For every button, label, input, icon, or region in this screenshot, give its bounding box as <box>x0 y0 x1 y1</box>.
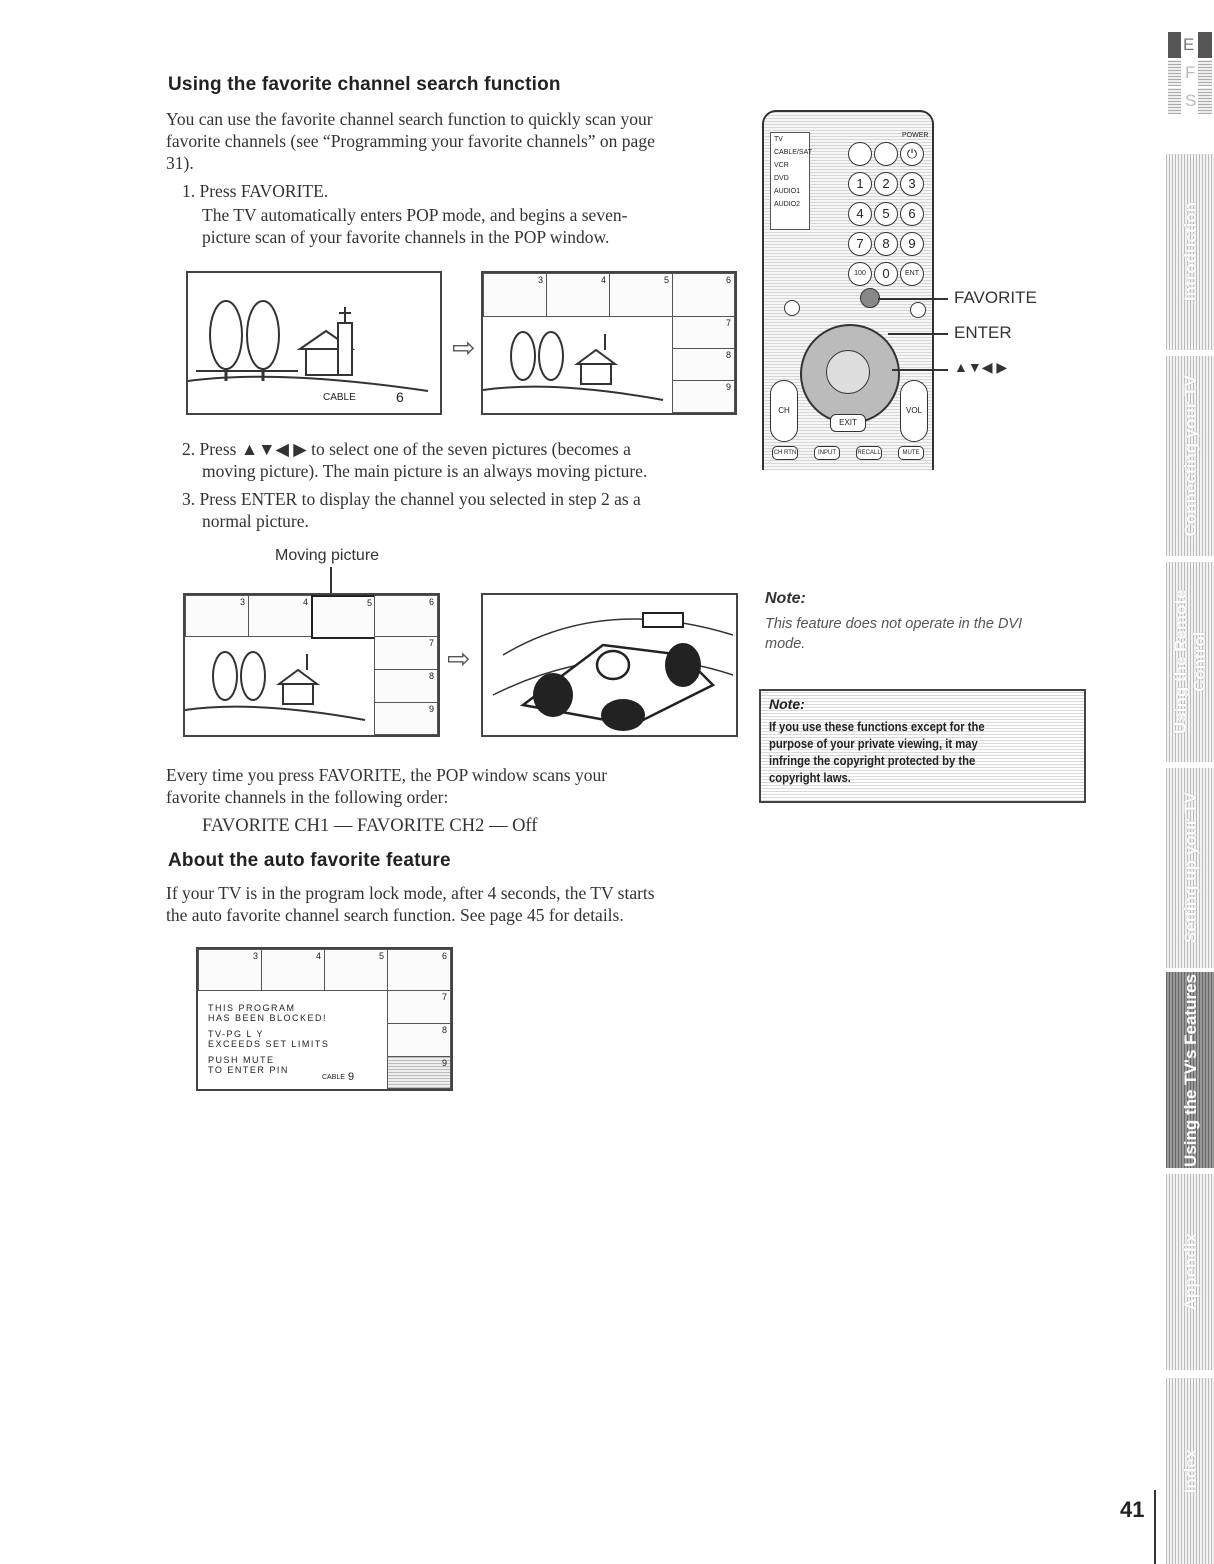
section-heading-auto-favorite: About the auto favorite feature <box>168 850 451 871</box>
arrow-right-icon: ⇨ <box>447 644 471 675</box>
cable-label: CABLE <box>323 392 356 403</box>
theater-button[interactable] <box>910 302 926 318</box>
pop-thumb-7: 7 <box>374 636 438 670</box>
side-tab-appendix[interactable]: Appendix <box>1166 1174 1214 1370</box>
digit-4-button[interactable]: 4 <box>848 202 872 226</box>
exit-button[interactable]: EXIT <box>830 414 866 432</box>
enter-button[interactable] <box>826 350 870 394</box>
pop-thumb-5: 5 <box>324 949 388 991</box>
favorite-button[interactable] <box>860 288 880 308</box>
race-car-illustration <box>483 595 736 735</box>
side-tab-using-the-remote-control[interactable]: Using the Remote Control <box>1166 562 1214 762</box>
pop-thumb-4: 4 <box>546 273 610 317</box>
intro-line-2: favorite channels (see “Programming your favorite channels” on page <box>166 131 655 151</box>
ent-button[interactable]: ENT <box>900 262 924 286</box>
sleep-button[interactable] <box>874 142 898 166</box>
tv-screen-selected-channel <box>481 593 738 737</box>
moving-picture-label: Moving picture <box>275 547 380 564</box>
pop-thumb-4: 4 <box>248 595 312 637</box>
pop-thumb-6: 6 <box>672 273 735 317</box>
scan-order-sequence: FAVORITE CH1 — FAVORITE CH2 — Off <box>202 816 538 836</box>
power-button[interactable]: ⏻ <box>900 142 924 166</box>
tv-screen-pop-moving <box>183 593 440 737</box>
cable-label: CABLE <box>322 1074 345 1081</box>
digit-0-button[interactable]: 0 <box>874 262 898 286</box>
digit-2-button[interactable]: 2 <box>874 172 898 196</box>
step2-line-2: moving picture). The main picture is an always moving picture. <box>202 461 648 481</box>
digit-8-button[interactable]: 8 <box>874 232 898 256</box>
arrow-right-icon: ⇨ <box>452 333 476 364</box>
side-tab-setting-up-your-tv[interactable]: Setting up your TV <box>1166 768 1214 968</box>
pop-thumb-8: 8 <box>672 348 735 381</box>
mute-button[interactable]: MUTE <box>898 446 924 460</box>
pop-thumb-5-selected: 5 <box>311 595 377 639</box>
volume-rocker[interactable]: VOL <box>900 380 928 442</box>
digit-5-button[interactable]: 5 <box>874 202 898 226</box>
channel-number: 6 <box>396 389 404 405</box>
copyright-note-box <box>759 689 1086 803</box>
digit-6-button[interactable]: 6 <box>900 202 924 226</box>
page-number: 41 <box>1120 1497 1145 1522</box>
pop-thumb-9: 9 <box>387 1056 451 1089</box>
step1-line-2: picture scan of your favorite channels in the POP window. <box>202 227 610 247</box>
tv-screen-pop-window <box>481 271 737 415</box>
side-tab-introduction[interactable]: Introduction <box>1166 154 1214 350</box>
pop-thumb-9: 9 <box>374 702 438 735</box>
input-button[interactable]: INPUT <box>814 446 840 460</box>
pop-thumb-8: 8 <box>387 1023 451 1057</box>
step2-line-1: 2. Press ▲▼◀ ▶ to select one of the seven pictures (becomes a <box>182 439 631 459</box>
favorite-callout-line <box>878 298 948 300</box>
note1-title: Note: <box>765 590 806 607</box>
pop-main-illustration <box>185 636 373 734</box>
scan-order-line-1: Every time you press FAVORITE, the POP window scans your <box>166 765 608 785</box>
intro-line-1: You can use the favorite channel search function to quickly scan your <box>166 109 653 129</box>
pop-thumb-6: 6 <box>387 949 451 991</box>
arrows-callout-label: ▲▼◀ ▶ <box>954 359 1008 375</box>
step3-line-2: normal picture. <box>202 511 309 531</box>
note2-title: Note: <box>769 696 805 712</box>
channel-number: 9 <box>348 1071 355 1083</box>
scan-order-line-2: favorite channels in the following order: <box>166 787 449 807</box>
ch-rtn-button[interactable]: CH RTN <box>772 446 798 460</box>
favorite-callout-label: FAVORITE <box>954 288 1037 307</box>
section-heading-favorite-search: Using the favorite channel search function <box>168 74 561 95</box>
enter-callout-line <box>888 333 948 335</box>
note2-text: If you use these functions except for the purpose of your private viewing, it may infringe the copyright protected by the copyright laws. <box>769 720 985 785</box>
step1-title: 1. Press FAVORITE. <box>182 181 329 201</box>
blocked-message: THIS PROGRAM HAS BEEN BLOCKED! TV-PG L Y EXCEEDS SET LIMITS PUSH MUTE TO ENTER PIN <box>208 1003 330 1075</box>
arrows-callout-line <box>892 369 948 371</box>
side-tab-index[interactable]: Index <box>1166 1378 1214 1564</box>
language-indicator: E F S <box>1168 32 1212 114</box>
pop-thumb-9: 9 <box>672 380 735 413</box>
pop-thumb-5: 5 <box>609 273 673 317</box>
auto-favorite-line-2: the auto favorite channel search function. See page 45 for details. <box>166 905 624 925</box>
auto-favorite-line-1: If your TV is in the program lock mode, after 4 seconds, the TV starts <box>166 883 655 903</box>
pop-thumb-8: 8 <box>374 669 438 703</box>
side-tab-connecting-your-tv[interactable]: Connecting your TV <box>1166 356 1214 556</box>
pop-thumb-3: 3 <box>185 595 249 637</box>
tv-screen-program-blocked <box>196 947 453 1091</box>
pop-thumb-6: 6 <box>374 595 438 637</box>
page-number-rule <box>1154 1490 1156 1564</box>
step3-line-1: 3. Press ENTER to display the channel you selected in step 2 as a <box>182 489 641 509</box>
tv-video-button[interactable] <box>848 142 872 166</box>
pop-thumb-3: 3 <box>198 949 262 991</box>
pop-thumb-7: 7 <box>672 316 735 349</box>
enter-callout-label: ENTER <box>954 323 1012 342</box>
pop-thumb-7: 7 <box>387 990 451 1024</box>
step1-line-1: The TV automatically enters POP mode, and begins a seven- <box>202 205 628 225</box>
side-tab-using-the-tvs-features[interactable]: Using the TV's Features <box>1166 972 1214 1168</box>
intro-line-3: 31). <box>166 153 194 173</box>
channel-rocker[interactable]: CH <box>770 380 798 442</box>
power-label: POWER <box>902 132 929 139</box>
recall-button[interactable]: RECALL <box>856 446 882 460</box>
digit-1-button[interactable]: 1 <box>848 172 872 196</box>
digit-3-button[interactable]: 3 <box>900 172 924 196</box>
digit-7-button[interactable]: 7 <box>848 232 872 256</box>
tv-screen-full-picture <box>186 271 442 415</box>
pop-main-illustration <box>483 316 671 412</box>
digit-9-button[interactable]: 9 <box>900 232 924 256</box>
guide-button[interactable] <box>784 300 800 316</box>
note1-text: This feature does not operate in the DVI mode. <box>765 616 1023 652</box>
remote-control-illustration <box>762 110 934 470</box>
pop-thumb-3: 3 <box>483 273 547 317</box>
digit-100-button[interactable]: 100 <box>848 262 872 286</box>
mode-selector: TV CABLE/SAT VCR DVD AUDIO1 AUDIO2 <box>770 132 810 230</box>
pop-thumb-4: 4 <box>261 949 325 991</box>
